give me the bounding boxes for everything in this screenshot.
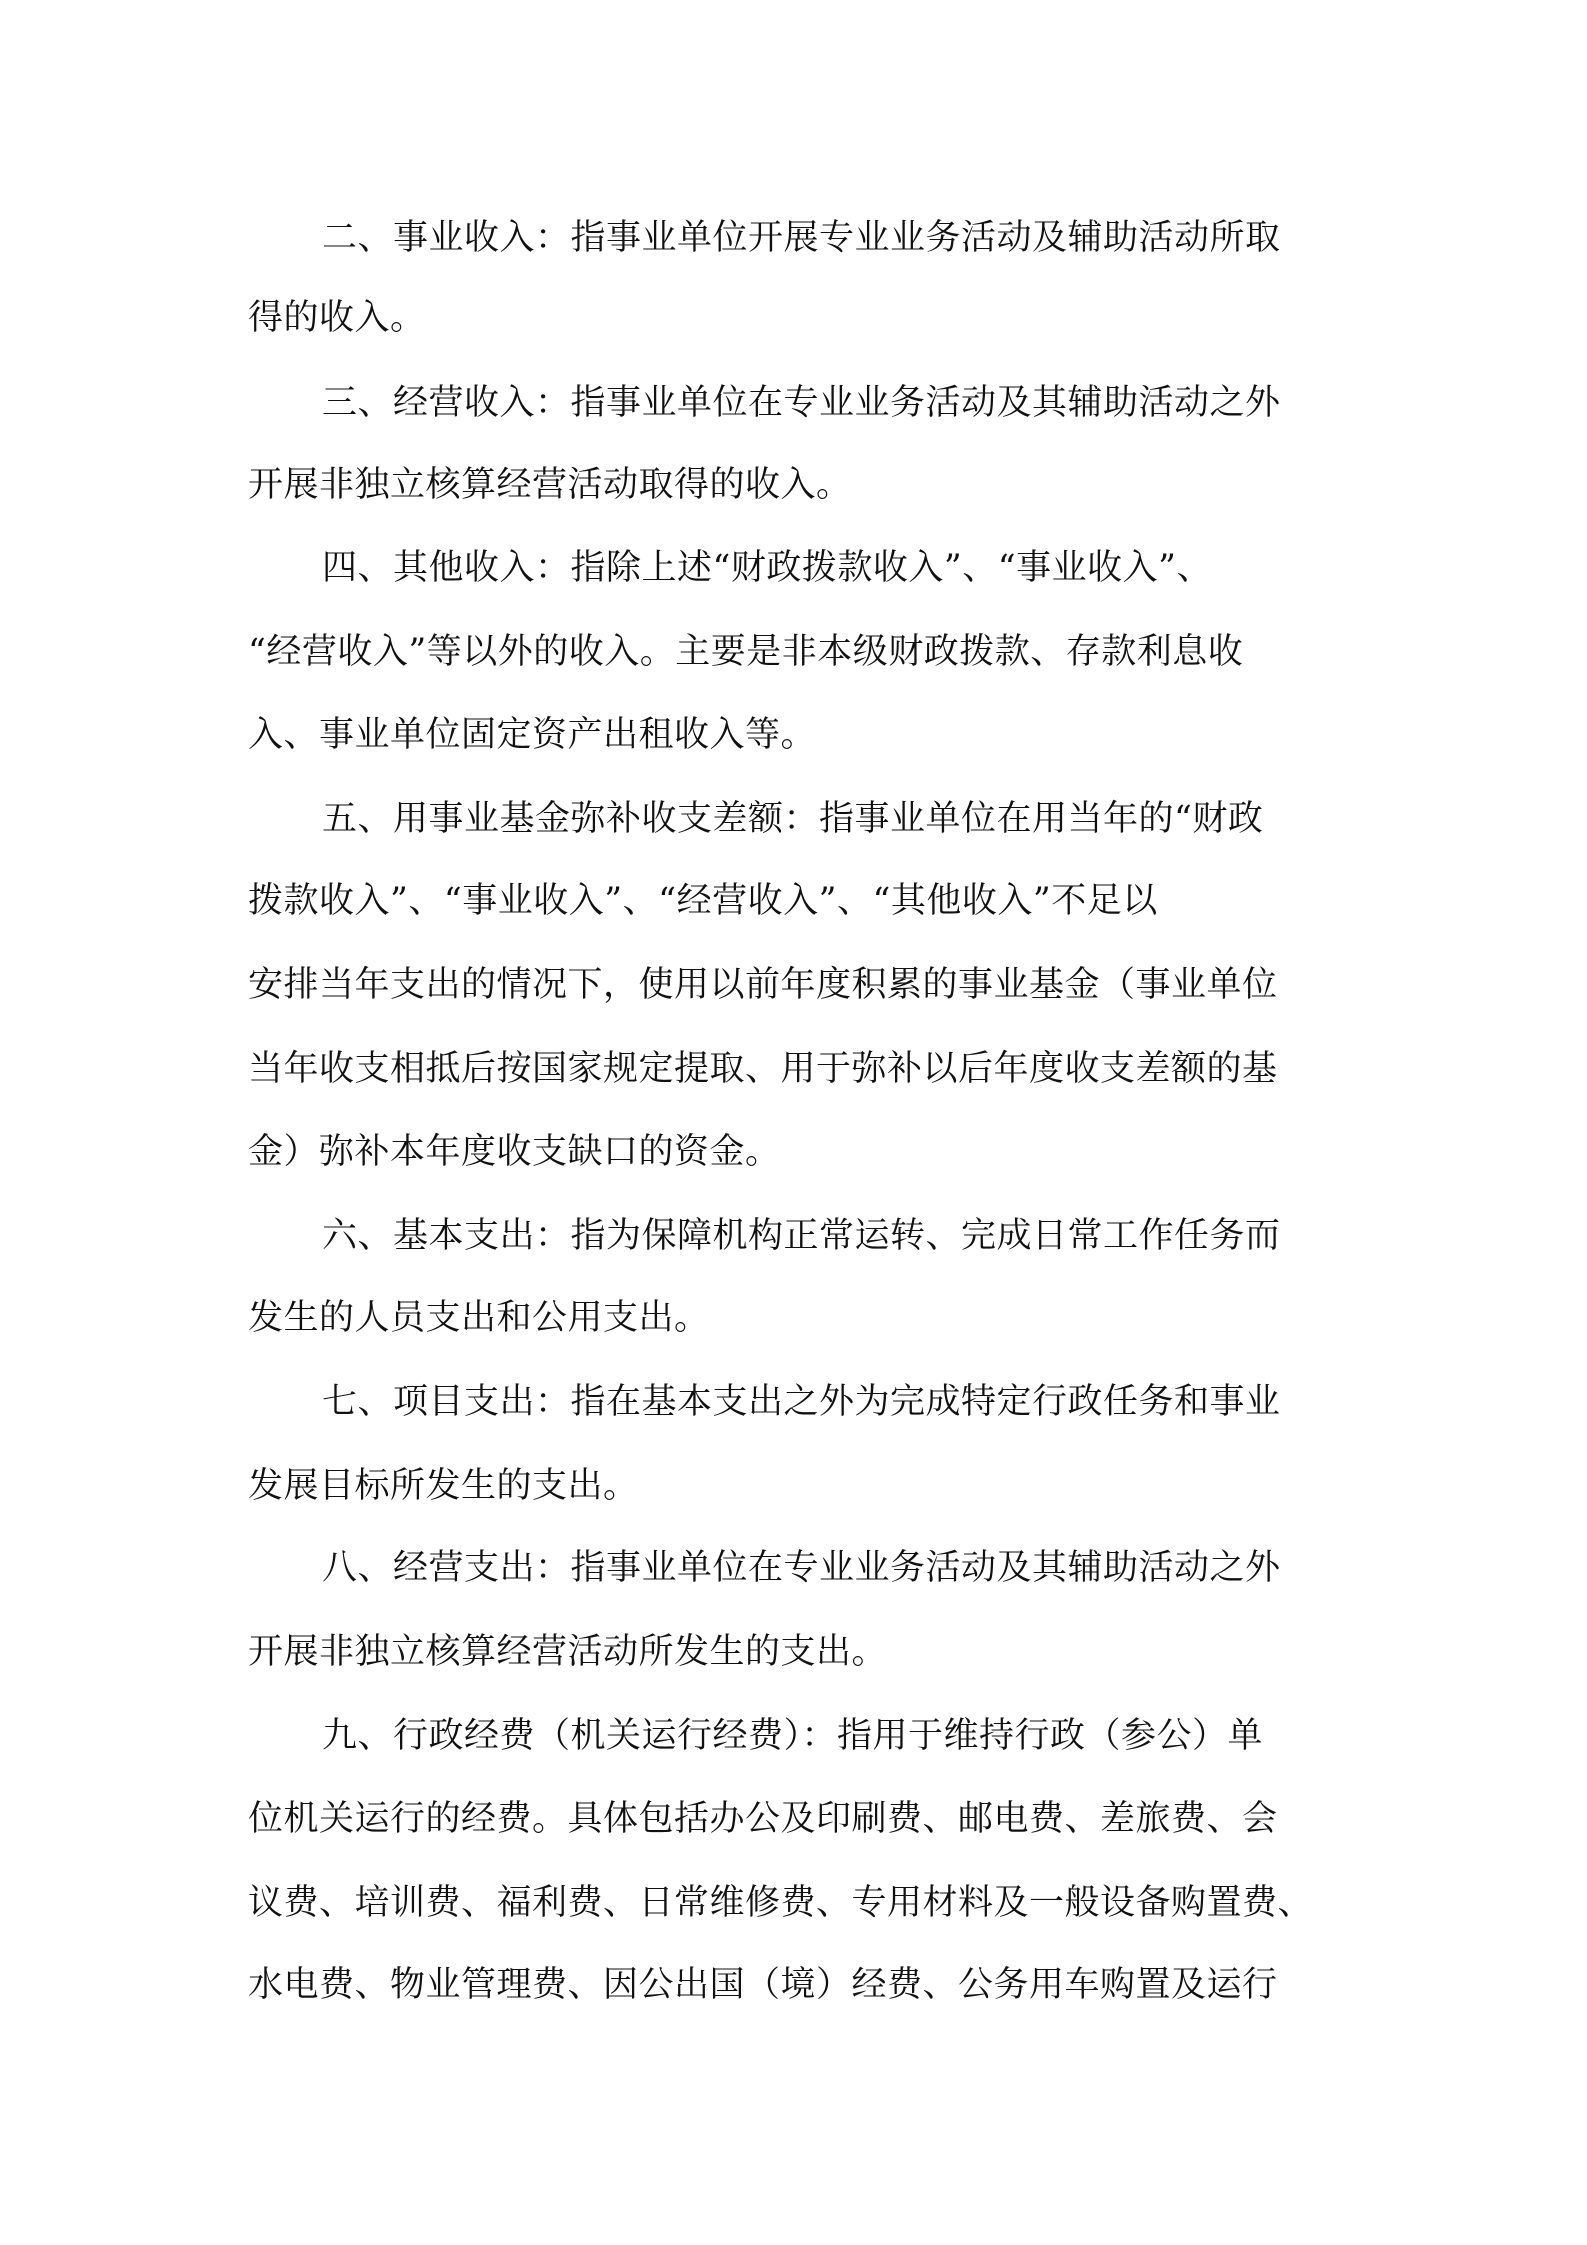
paragraph-3-line-2: 开展非独立核算经营活动取得的收入。 [248,465,852,505]
paragraph-3-line-1: 三、经营收入：指事业单位在专业业务活动及其辅助活动之外 [322,383,1281,423]
paragraph-9-line-3: 议费、培训费、福利费、日常维修费、专用材料及一般设备购置费、 [248,1883,1314,1923]
paragraph-9-line-2: 位机关运行的经费。具体包括办公及印刷费、邮电费、差旅费、会 [248,1799,1278,1839]
paragraph-9-line-1: 九、行政经费（机关运行经费）：指用于维持行政（参公）单 [322,1716,1264,1756]
paragraph-6-line-1: 六、基本支出：指为保障机构正常运转、完成日常工作任务而 [322,1216,1281,1256]
paragraph-7-line-2: 发展目标所发生的支出。 [248,1466,639,1506]
paragraph-8-line-2: 开展非独立核算经营活动所发生的支出。 [248,1632,888,1672]
paragraph-4-line-3: 入、事业单位固定资产出租收入等。 [248,715,817,755]
paragraph-2-line-1: 二、事业收入：指事业单位开展专业业务活动及辅助活动所取 [322,218,1281,258]
paragraph-9-line-4: 水电费、物业管理费、因公出国（境）经费、公务用车购置及运行 [248,1965,1278,2005]
paragraph-5-line-3: 安排当年支出的情况下，使用以前年度积累的事业基金（事业单位 [248,965,1278,1005]
paragraph-4-line-1: 四、其他收入：指除上述“财政拨款收入”、“事业收入”、 [322,548,1213,588]
paragraph-6-line-2: 发生的人员支出和公用支出。 [248,1298,710,1338]
paragraph-5-line-4: 当年收支相抵后按国家规定提取、用于弥补以后年度收支差额的基 [248,1049,1278,1089]
paragraph-4-line-2: “经营收入”等以外的收入。主要是非本级财政拨款、存款利息收 [248,632,1244,672]
paragraph-2-line-2: 得的收入。 [248,298,426,338]
paragraph-5-line-5: 金）弥补本年度收支缺口的资金。 [248,1132,781,1172]
paragraph-5-line-2: 拨款收入”、“事业收入”、“经营收入”、“其他收入”不足以 [248,881,1158,921]
paragraph-8-line-1: 八、经营支出：指事业单位在专业业务活动及其辅助活动之外 [322,1548,1281,1588]
paragraph-5-line-1: 五、用事业基金弥补收支差额：指事业单位在用当年的“财政 [322,799,1264,839]
paragraph-7-line-1: 七、项目支出：指在基本支出之外为完成特定行政任务和事业 [322,1382,1281,1422]
